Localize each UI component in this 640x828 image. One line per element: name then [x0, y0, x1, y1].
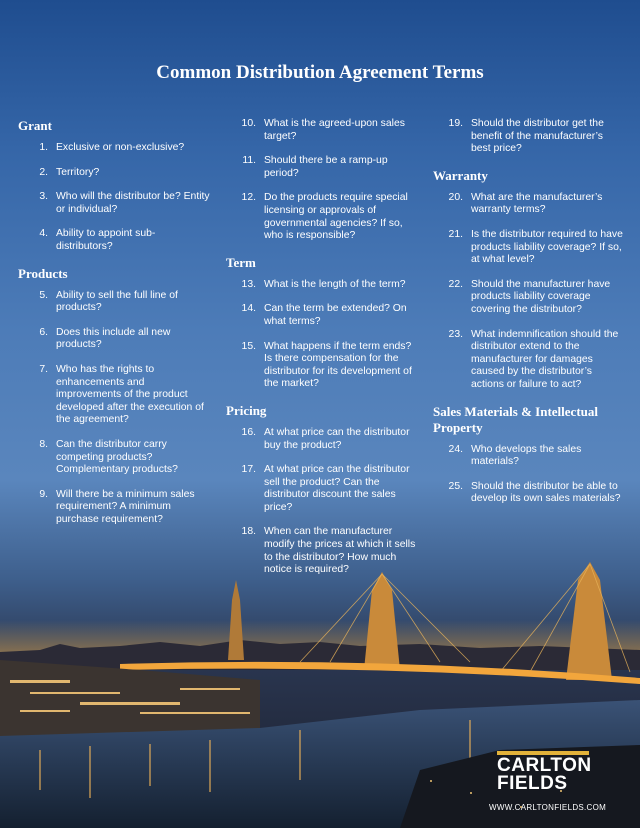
section-grant: [18, 118, 210, 254]
list-item: [18, 142, 210, 155]
item-text: What happens if the term ends? Is there compensation for the distributor for its development of the market?: [264, 340, 412, 390]
item-text: Ability to appoint sub-distributors?: [56, 228, 156, 252]
list-item: [18, 439, 210, 477]
item-number: 8.: [39, 438, 48, 450]
list-item: [226, 427, 418, 452]
item-number: 13.: [241, 278, 256, 290]
item-number: 5.: [39, 289, 48, 301]
page-title: Common Distribution Agreement Terms: [156, 62, 484, 83]
list-item: [226, 303, 418, 328]
item-number: 10.: [241, 118, 256, 129]
item-text: Does this include all new products?: [56, 326, 171, 351]
list-item: [433, 329, 625, 392]
item-number: 20.: [448, 191, 463, 203]
section-warranty: [433, 168, 625, 392]
logo-line-1: CARLTON: [497, 755, 592, 776]
item-number: 23.: [448, 328, 463, 340]
item-text: Should the manufacturer have products liability coverage covering the distributor?: [471, 278, 611, 315]
list-item: [18, 364, 210, 427]
item-text: Who will the distributor be? Entity or individual?: [56, 191, 210, 215]
item-text: Who develops the sales materials?: [471, 443, 582, 468]
item-text: Can the distributor carry competing products? Complementary products?: [56, 438, 178, 476]
list-item: [18, 167, 210, 180]
section-term: [226, 255, 418, 391]
item-text: What are the manufacturer’s warranty terms?: [471, 191, 603, 216]
item-text: What is the length of the term?: [264, 278, 406, 290]
item-text: Is the distributor required to have products liability coverage? If so, at what level?: [471, 228, 623, 266]
section-sales-materials: [433, 404, 625, 506]
item-text: At what price can the distributor buy the product?: [264, 426, 410, 451]
term-list: [433, 118, 625, 156]
section-pricing-continued: [433, 118, 625, 156]
item-text: Can the term be extended? On what terms?: [264, 303, 407, 327]
section-grant-continued: [226, 118, 418, 243]
section-heading-pricing: Pricing: [226, 402, 267, 418]
list-item: [226, 155, 418, 180]
carlton-fields-logo: [489, 751, 637, 812]
item-number: 25.: [448, 480, 463, 492]
section-pricing: [226, 403, 418, 577]
logo-line-2: FIELDS: [497, 773, 568, 794]
item-number: 4.: [39, 228, 48, 240]
list-item: [226, 279, 418, 292]
item-text: Territory?: [56, 166, 100, 178]
item-number: 21.: [448, 228, 463, 240]
item-number: 9.: [39, 488, 48, 500]
list-item: [226, 192, 418, 242]
list-item: [433, 229, 625, 267]
item-number: 3.: [39, 191, 48, 203]
item-number: 2.: [39, 166, 48, 178]
column-1: [18, 118, 210, 538]
item-text: When can the manufacturer modify the prices at which it sells to the distributor? How much notice is required?: [264, 526, 416, 576]
section-heading-products: Products: [18, 265, 68, 281]
column-3: [433, 118, 625, 518]
list-item: [226, 526, 418, 576]
item-number: 16.: [241, 426, 256, 438]
item-number: 15.: [241, 340, 256, 352]
section-heading-grant: Grant: [18, 118, 52, 133]
list-item: [18, 290, 210, 315]
column-2: [226, 118, 418, 589]
item-text: Should the distributor be able to develop its own sales materials?: [471, 480, 621, 505]
term-list: [226, 279, 418, 391]
list-item: [226, 341, 418, 391]
item-number: 19.: [448, 118, 463, 129]
list-item: [18, 489, 210, 527]
item-text: Should there be a ramp-up period?: [264, 155, 388, 179]
item-text: Exclusive or non-exclusive?: [56, 142, 185, 153]
list-item: [433, 192, 625, 217]
term-list: [18, 290, 210, 527]
item-number: 17.: [241, 464, 256, 476]
item-number: 6.: [39, 326, 48, 338]
item-number: 18.: [241, 526, 256, 538]
list-item: [226, 464, 418, 514]
item-number: 7.: [39, 363, 48, 375]
item-number: 11.: [242, 155, 256, 167]
term-list: [433, 192, 625, 392]
item-text: What indemnification should the distributor extend to the manufacturer for damages caused by the distributor’s actions or failure to act?: [471, 328, 619, 390]
section-heading-term: Term: [226, 254, 256, 270]
term-list: [226, 427, 418, 577]
item-text: What is the agreed-upon sales target?: [264, 118, 405, 142]
item-number: 24.: [448, 443, 463, 455]
term-list: [18, 142, 210, 254]
list-item: [18, 327, 210, 352]
list-item: [433, 481, 625, 506]
item-text: Will there be a minimum sales requirement? A minimum purchase requirement?: [56, 488, 195, 525]
item-text: At what price can the distributor sell the product? Can the distributor discount the sales price?: [264, 464, 410, 513]
section-products: [18, 266, 210, 527]
item-text: Do the products require special licensing or approvals of governmental agencies? If so, who is responsible?: [264, 192, 408, 242]
item-number: 1.: [39, 142, 48, 153]
term-list: [226, 118, 418, 243]
list-item: [433, 444, 625, 469]
list-item: [226, 118, 418, 143]
item-number: 12.: [241, 192, 256, 204]
item-text: Ability to sell the full line of products?: [56, 289, 178, 314]
list-item: [433, 118, 625, 156]
website-url[interactable]: WWW.CARLTONFIELDS.COM: [489, 803, 607, 812]
list-item: [18, 191, 210, 216]
list-item: [18, 228, 210, 253]
section-heading-sales-materials: Sales Materials & Intellectual Property: [433, 403, 598, 435]
list-item: [433, 279, 625, 317]
item-number: 14.: [241, 303, 256, 315]
item-text: Should the distributor get the benefit of the manufacturer’s best price?: [471, 118, 604, 155]
item-number: 22.: [448, 278, 463, 290]
section-heading-warranty: Warranty: [433, 167, 488, 183]
item-text: Who has the rights to enhancements and improvements of the product developed after the execution of the agreement?: [56, 363, 204, 426]
term-list: [433, 444, 625, 506]
